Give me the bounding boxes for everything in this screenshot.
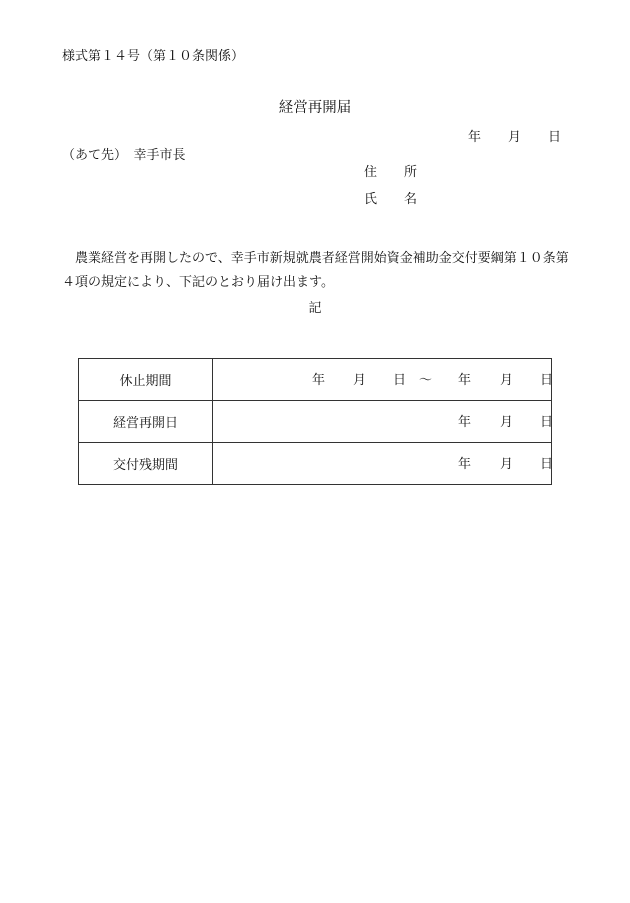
suspension-period-value	[213, 359, 552, 401]
document-title: 経営再開届	[278, 100, 352, 116]
address-label-2: 所	[404, 165, 418, 180]
name-label-2: 名	[404, 192, 418, 207]
range-tilde: ～	[419, 373, 433, 388]
name-label-1: 氏	[364, 192, 378, 207]
resumption-year: 年	[458, 415, 472, 430]
date-day: 日	[548, 130, 562, 145]
row-label-resumption-date: 経営再開日	[79, 401, 213, 443]
body-text: 農業経営を再開したので、幸手市新規就農者経営開始資金補助金交付要綱第１０条第４項の規定により、下記のとおり届け出ます。	[62, 251, 569, 290]
end-day: 日	[540, 373, 554, 388]
start-day: 日	[393, 373, 407, 388]
ki-heading: 記	[308, 301, 322, 316]
table-row	[79, 443, 552, 485]
remaining-year: 年	[458, 457, 472, 472]
start-month: 月	[353, 373, 367, 388]
remaining-period-value	[213, 443, 552, 485]
table-row	[79, 359, 552, 401]
row-label-suspension-period: 休止期間	[79, 359, 213, 401]
details-table	[78, 358, 552, 485]
end-year: 年	[458, 373, 472, 388]
address-label-1: 住	[364, 165, 378, 180]
row-label-remaining-period: 交付残期間	[79, 443, 213, 485]
form-number: 様式第１４号（第１０条関係）	[62, 49, 245, 64]
end-month: 月	[500, 373, 514, 388]
table-row	[79, 401, 552, 443]
addressee: （あて先） 幸手市長	[62, 148, 186, 163]
resumption-month: 月	[500, 415, 514, 430]
remaining-month: 月	[500, 457, 514, 472]
start-year: 年	[312, 373, 326, 388]
date-month: 月	[508, 130, 522, 145]
resumption-date-value	[213, 401, 552, 443]
resumption-day: 日	[540, 415, 554, 430]
date-year: 年	[468, 130, 482, 145]
remaining-day: 日	[540, 457, 554, 472]
